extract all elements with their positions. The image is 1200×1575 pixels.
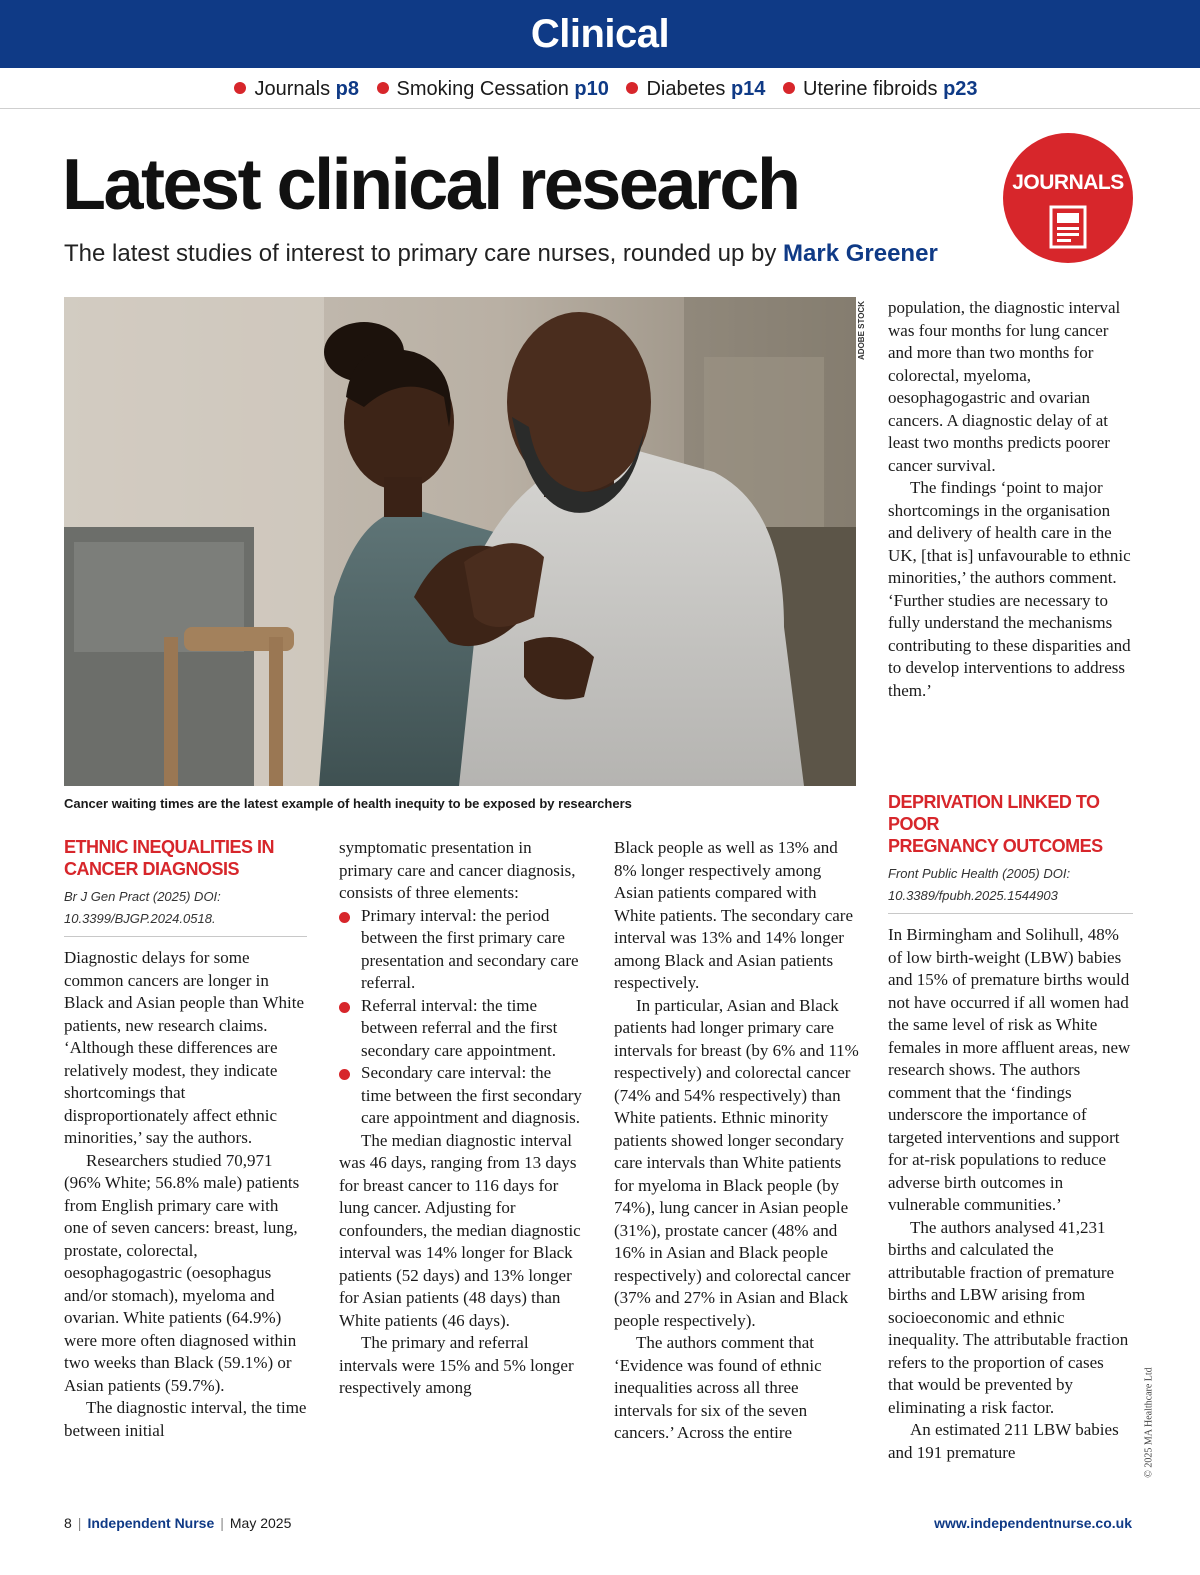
- page-footer: [64, 1515, 291, 1531]
- nav-item-label[interactable]: Uterine fibroids: [802, 78, 938, 100]
- journals-badge: [1003, 133, 1133, 263]
- footer-separator: |: [77, 1515, 82, 1531]
- heading-line: CANCER DIAGNOSIS: [64, 859, 240, 879]
- section-heading: [888, 791, 1133, 857]
- nav-item-page[interactable]: p8: [335, 78, 359, 100]
- heading-line: ETHNIC INEQUALITIES IN: [64, 837, 275, 857]
- list-item: Primary interval: the period between the first primary care presentation and secondary care referral.: [339, 905, 583, 995]
- nav-item-label[interactable]: Smoking Cessation: [396, 78, 569, 100]
- issue-date: May 2025: [229, 1515, 292, 1531]
- journals-badge-label: JOURNALS: [1012, 171, 1124, 194]
- bullet-dot: [626, 82, 638, 94]
- journal-reference: [64, 886, 307, 937]
- nav-item-page[interactable]: p14: [730, 78, 766, 100]
- article-column-3: [614, 837, 860, 1445]
- list-item: Secondary care interval: the time between the first secondary care appointment and diagnosis.: [339, 1062, 583, 1130]
- nav-item-label[interactable]: Journals: [254, 78, 331, 100]
- list-item: Referral interval: the time between referral and the first secondary care appointment.: [339, 995, 583, 1063]
- copyright-notice: [1141, 1355, 1159, 1495]
- reference-line: 10.3399/BJGP.2024.0518.: [64, 911, 216, 926]
- magazine-name: Nurse: [174, 1515, 215, 1531]
- contents-nav: [0, 78, 1200, 101]
- copyright-text: © 2025 MA Healthcare Ltd: [1143, 1367, 1155, 1478]
- footer-separator: |: [220, 1515, 224, 1531]
- photo-illustration: [64, 297, 856, 786]
- paragraph: An estimated 211 LBW babies and 191 premature: [888, 1420, 1119, 1462]
- article-photo: [64, 297, 856, 786]
- bullet-list: [339, 905, 583, 1130]
- standfirst: [64, 240, 938, 268]
- paragraph: symptomatic presentation in primary care and cancer diagnosis, consists of three elements:: [339, 838, 576, 902]
- heading-line: PREGNANCY OUTCOMES: [888, 836, 1103, 856]
- paragraph: In Birmingham and Solihull, 48% of low birth-weight (LBW) babies and 15% of premature births would not have occurred if all women had the same level of risk as White females in more affluent areas, new research shows. The authors comment that the ‘findings underscore the importance of targeted interventions and support for at-risk populations to reduce adverse birth outcomes in vulnerable communities.’: [888, 925, 1131, 1214]
- standfirst-text: The latest studies of interest to primary care nurses, rounded up by: [64, 240, 777, 267]
- heading-line: DEPRIVATION LINKED TO POOR: [888, 792, 1100, 834]
- author-name: Mark Greener: [783, 240, 938, 267]
- bullet-dot: [377, 82, 389, 94]
- nav-item-page[interactable]: p10: [574, 78, 609, 100]
- photo-credit-text: ADOBE STOCK: [856, 301, 866, 360]
- bullet-dot: [783, 82, 795, 94]
- page-title: Latest clinical research: [62, 145, 799, 225]
- reference-line: Br J Gen Pract (2025) DOI:: [64, 889, 221, 904]
- article-column-4: [888, 297, 1133, 702]
- paragraph: population, the diagnostic interval was four months for lung cancer and more than two months for colorectal, myeloma, oesophagogastric and ovarian cancers. A diagnostic delay of at least two months predicts poorer cancer survival.: [888, 298, 1121, 475]
- photo-credit: [858, 300, 876, 370]
- magazine-name: Independent: [87, 1515, 171, 1531]
- paragraph: Diagnostic delays for some common cancers are longer in Black and Asian people than White patients, new research claims. ‘Although these differences are relatively modest, they indicate shortcomings that disproportionately affect ethnic minorities,’ say the authors.: [64, 948, 304, 1147]
- paragraph: The authors comment that ‘Evidence was found of ethnic inequalities across all three intervals for six of the seven cancers.’ Across the entire: [614, 1333, 822, 1442]
- nav-item-label[interactable]: Diabetes: [646, 78, 726, 100]
- article-2: [888, 791, 1133, 1464]
- nav-item-page[interactable]: p23: [943, 78, 978, 100]
- section-heading: [64, 836, 307, 880]
- paragraph: The findings ‘point to major shortcomings in the organisation and delivery of health care in the UK, [that is] unfavourable to ethnic minorities,’ the authors comment. ‘Further studies are necessary to fully understand the mechanisms contributing to these disparities and to develop interventions to address them.’: [888, 478, 1131, 700]
- paragraph: The primary and referral intervals were 15% and 5% longer respectively among: [339, 1333, 574, 1397]
- journal-reference: [888, 863, 1133, 914]
- nav-divider: [0, 108, 1200, 109]
- article-column-1: [64, 836, 307, 1442]
- paragraph: The diagnostic interval, the time between initial: [64, 1398, 307, 1440]
- bullet-dot: [234, 82, 246, 94]
- paragraph: Black people as well as 13% and 8% longer respectively among Asian patients compared with White patients. The secondary care interval was 13% and 14% longer among Black and Asian patients respectively.: [614, 838, 853, 992]
- paragraph: The median diagnostic interval was 46 days, ranging from 13 days for breast cancer to 116 days for lung cancer. Adjusting for confounders, the median diagnostic interval was 14% longer for Black patients (52 days) and 13% longer for Asian patients (48 days) than White patients (46 days).: [339, 1130, 581, 1330]
- paragraph: Researchers studied 70,971 (96% White; 56.8% male) patients from English primary care with one of seven cancers: breast, lung, prostate, colorectal, oesophagogastric (oesophagus and/or stomach), myeloma and ovarian. White patients (64.9%) were more often diagnosed within two weeks than Black (59.1%) or Asian patients (59.7%).: [64, 1150, 300, 1395]
- article-column-2: [339, 837, 583, 1400]
- paragraph: The authors analysed 41,231 births and calculated the attributable fraction of premature births and LBW arising from socioeconomic and ethnic inequality. The attributable fraction refers to the proportion of cases that would be prevented by eliminating a risk factor.: [888, 1217, 1129, 1417]
- reference-line: 10.3389/fpubh.2025.1544903: [888, 888, 1058, 903]
- section-title: Clinical: [530, 12, 670, 56]
- website-link[interactable]: www.independentnurse.co.uk: [934, 1515, 1132, 1531]
- paragraph: In particular, Asian and Black patients had longer primary care intervals for breast (by 6% and 11% respectively) and colorectal cancer (74% and 54% respectively) than White patients. Ethnic minority patients showed longer secondary care intervals than White patients for myeloma in Black people (by 74%), lung cancer in Asian people (31%), prostate cancer (48% and 16% in Asian and Black people respectively) and colorectal cancer (37% and 27% in Asian and Black people respectively).: [614, 995, 859, 1330]
- page-number: 8: [64, 1515, 72, 1531]
- photo-caption: Cancer waiting times are the latest example of health inequity to be exposed by researchers: [64, 796, 632, 811]
- reference-line: Front Public Health (2005) DOI:: [888, 866, 1071, 881]
- newspaper-icon: [1049, 205, 1087, 249]
